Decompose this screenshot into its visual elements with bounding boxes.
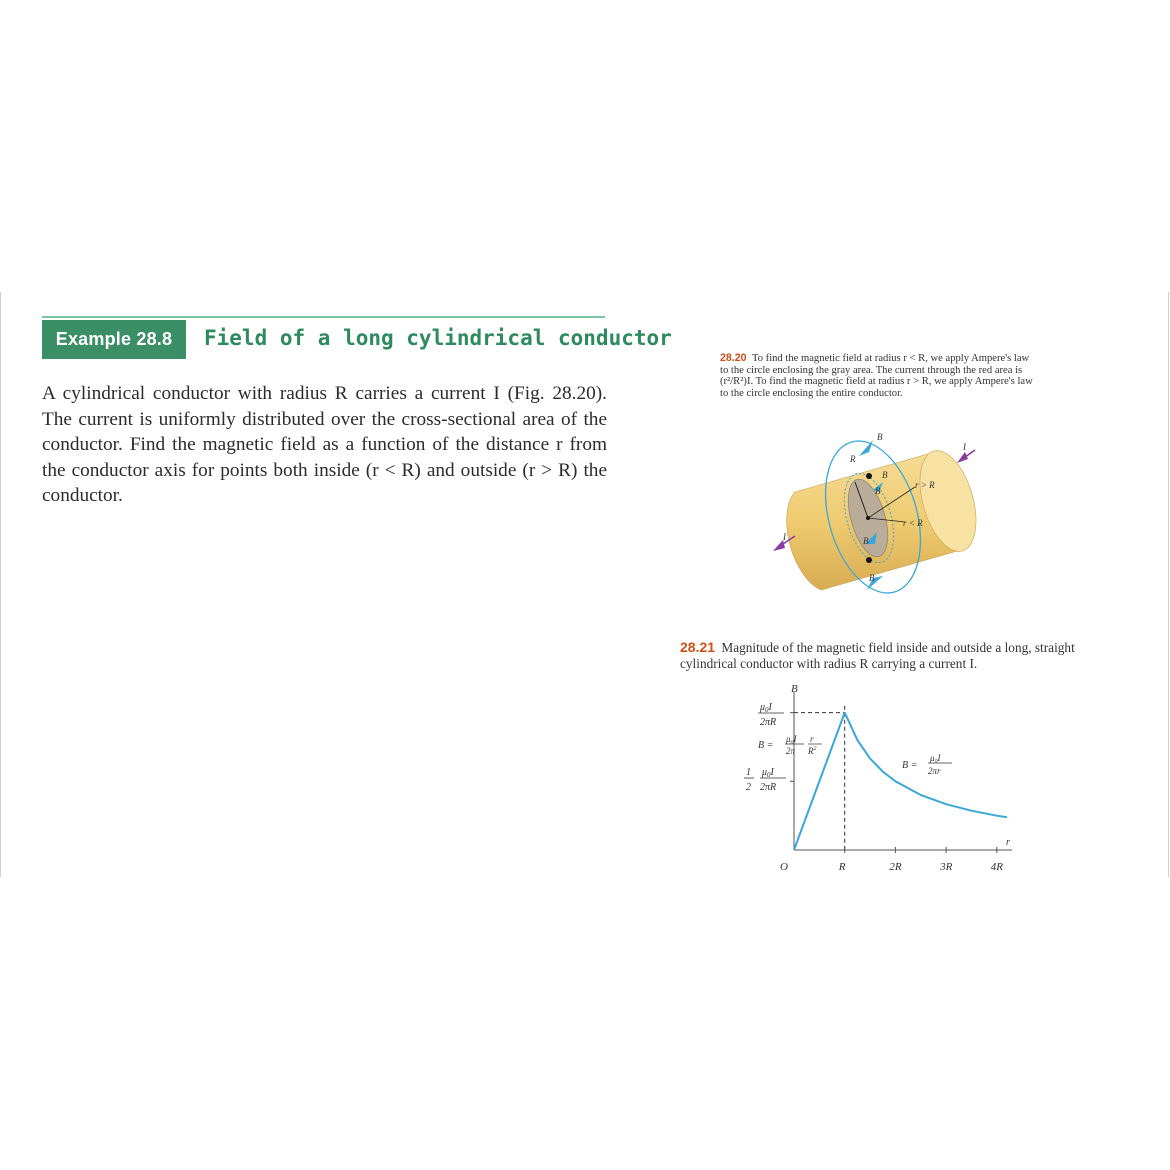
label-current-left: I — [783, 532, 786, 542]
figure-2821-caption-text: Magnitude of the magnetic field inside and outside a long, straight cylindrical conductor with radius R carrying a current I. — [680, 640, 1075, 671]
x-tick-label-0: O — [780, 861, 788, 873]
svg-text:μ0I: $\mu_0I$ — [762, 767, 774, 779]
x-tick-label-1: R — [838, 861, 846, 873]
svg-text:R2: $R^2$ — [808, 746, 817, 756]
figure-2821-chart — [730, 682, 1110, 872]
label-radius: R — [850, 454, 856, 464]
svg-text:2πR: 2πR — [760, 782, 777, 793]
x-tick-label-2: 2R — [889, 861, 902, 873]
label-r-inside: r < R — [903, 518, 923, 528]
label-current-right: I — [963, 442, 966, 452]
svg-text:1: 1 — [746, 767, 751, 778]
field-point-bottom — [866, 557, 872, 563]
figure-2821-caption — [680, 639, 1080, 672]
y-axis-label: B — [791, 683, 798, 695]
page-frame-right — [1168, 292, 1169, 877]
label-r-outside: r > R — [915, 480, 935, 490]
svg-text:B =: B = — [758, 740, 774, 751]
series-line-0 — [794, 713, 845, 850]
svg-text:2π: 2π — [786, 746, 796, 756]
x-tick-label-3: 3R — [940, 861, 953, 873]
figure-2820-diagram — [765, 432, 995, 592]
label-b-inner-bottom: B⃗ — [863, 536, 876, 546]
figure-2820-caption-text: To find the magnetic field at radius r < R, we apply Ampere's law to the circle enclosing the gray area. The current through the red area is (r²/R²)I. To find the magnetic field at radius r > R, we apply Ampere's law to the circle enclosing the entire conductor. — [720, 353, 1033, 399]
field-point-top — [866, 473, 872, 479]
page-frame-left — [0, 292, 1, 877]
label-b-vec: B⃗ — [875, 486, 888, 496]
svg-text:μ0I: $\mu_0I$ — [930, 753, 941, 765]
current-arrow-right-head — [957, 452, 968, 463]
label-b-top: B⃗ — [877, 432, 890, 442]
figure-2821-number: 28.21 — [680, 639, 716, 655]
label-b-inner-top: B⃗ — [882, 470, 895, 480]
svg-text:μ0I: $\mu_0I$ — [786, 734, 797, 746]
formula-inside — [758, 734, 822, 756]
figure-2820-number: 28.20 — [720, 352, 747, 364]
example-tag: Example 28.8 — [42, 320, 186, 359]
y-tick-label-full — [758, 702, 784, 728]
svg-text:r: r — [810, 734, 814, 744]
y-tick-label-half — [744, 767, 786, 793]
svg-text:B =: B = — [902, 760, 918, 771]
series-line-1 — [845, 713, 1007, 818]
svg-text:μ0I: $\mu_0I$ — [760, 702, 772, 714]
formula-outside — [902, 753, 952, 776]
svg-text:2: 2 — [746, 782, 751, 793]
label-b-bottom: B⃗ — [869, 573, 882, 583]
field-point-center — [866, 516, 870, 520]
x-axis-label: r — [1006, 837, 1010, 848]
example-rule — [42, 316, 605, 318]
example-title: Field of a long cylindrical conductor — [204, 326, 672, 350]
problem-text: A cylindrical conductor with radius R carries a current I (Fig. 28.20). The current is uniformly distributed over the cross-sectional area of the conductor. Find the magnetic field as a function of the distance r from the conductor axis for points both inside (r < R) and outside (r > R) the conductor. — [42, 383, 607, 506]
svg-text:2πr: 2πr — [928, 766, 941, 776]
svg-text:2πR: 2πR — [760, 717, 777, 728]
figure-2820-caption — [720, 353, 1036, 399]
x-tick-label-4: 4R — [990, 861, 1004, 873]
